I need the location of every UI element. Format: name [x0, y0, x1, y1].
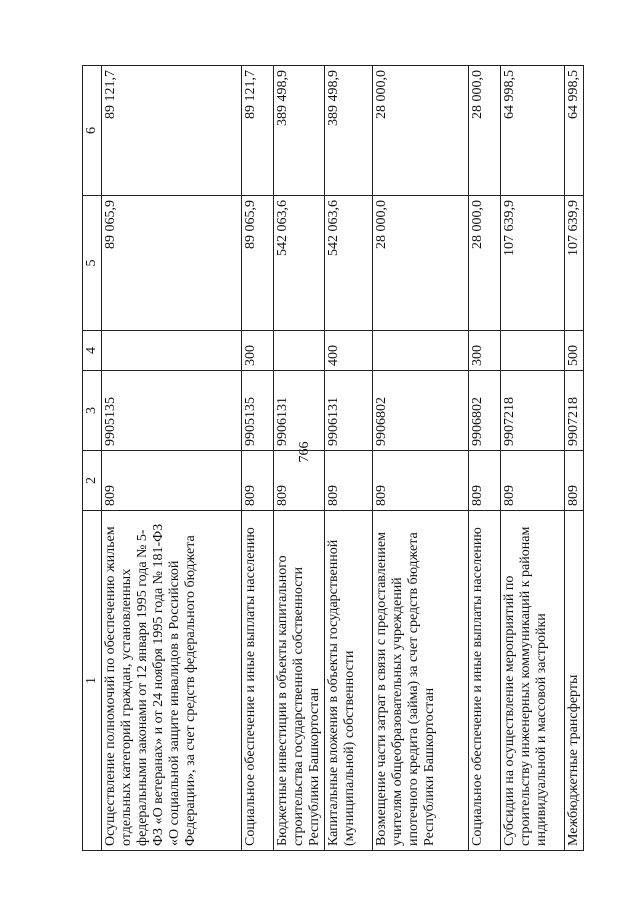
table-row — [565, 66, 584, 851]
row-target: 9907218 — [565, 371, 584, 451]
row-name: Субсидии на осуществление мероприятий по строительству инженерных коммуникаций к районам индивидуальной и массовой застройки — [501, 511, 565, 851]
row-sum6: 64 998,5 — [501, 66, 565, 196]
header-col-1: 1 — [83, 511, 102, 851]
row-sum5: 107 639,9 — [565, 196, 584, 331]
budget-table-rotated — [82, 66, 581, 851]
row-name: Возмещение части затрат в связи с предоставлением учителям общеобразовательных учреждений ипотечного кредита (займа) за счет средств бюджета Республики Башкортостан — [373, 511, 469, 851]
row-type: 300 — [469, 331, 501, 371]
header-col-5: 5 — [83, 196, 102, 331]
row-target: 9906802 — [373, 371, 469, 451]
row-sum6: 389 498,9 — [274, 66, 325, 196]
table-row — [501, 66, 565, 851]
row-sum5: 28 000,0 — [469, 196, 501, 331]
row-target: 9906802 — [469, 371, 501, 451]
header-row — [83, 66, 102, 851]
header-col-3: 3 — [83, 371, 102, 451]
row-sum5: 89 065,9 — [242, 196, 274, 331]
row-name: Капитальные вложения в объекты государственной (муниципальной) собственности — [325, 511, 373, 851]
table-row — [373, 66, 469, 851]
row-ministry: 809 — [242, 451, 274, 511]
row-ministry: 809 — [469, 451, 501, 511]
row-sum6: 89 121,7 — [242, 66, 274, 196]
row-type — [501, 331, 565, 371]
header-col-2: 2 — [83, 451, 102, 511]
row-sum6: 64 998,5 — [565, 66, 584, 196]
row-sum5: 542 063,6 — [325, 196, 373, 331]
row-ministry: 809 — [565, 451, 584, 511]
row-sum6: 389 498,9 — [325, 66, 373, 196]
row-type — [102, 331, 242, 371]
row-ministry: 809 — [501, 451, 565, 511]
row-sum6: 28 000,0 — [373, 66, 469, 196]
row-type — [274, 331, 325, 371]
row-type: 300 — [242, 331, 274, 371]
budget-table — [82, 65, 584, 851]
table-row — [242, 66, 274, 851]
table-row — [274, 66, 325, 851]
row-target: 9905135 — [242, 371, 274, 451]
row-ministry: 809 — [325, 451, 373, 511]
row-name: Бюджетные инвестиции в объекты капитального строительства государственной собственности Республики Башкортостан — [274, 511, 325, 851]
header-col-6: 6 — [83, 66, 102, 196]
row-target: 9905135 — [102, 371, 242, 451]
row-sum6: 89 121,7 — [102, 66, 242, 196]
table-row — [325, 66, 373, 851]
row-name: Социальное обеспечение и иные выплаты населению — [242, 511, 274, 851]
row-sum5: 28 000,0 — [373, 196, 469, 331]
row-type: 500 — [565, 331, 584, 371]
row-ministry: 809 — [274, 451, 325, 511]
row-name: Социальное обеспечение и иные выплаты населению — [469, 511, 501, 851]
row-name: Осуществление полномочий по обеспечению жильем отдельных категорий граждан, установленных федеральными законами от 12 января 1995 года № 5-ФЗ «О ветеранах» и от 24 ноября 1995 года № 181-ФЗ «О социальной защите инвалидов в Российской Федерации», за счет средств федерального бюджета — [102, 511, 242, 851]
page-number: 766 — [297, 441, 312, 463]
row-name: Межбюджетные трансферты — [565, 511, 584, 851]
row-sum5: 107 639,9 — [501, 196, 565, 331]
row-ministry: 809 — [373, 451, 469, 511]
row-type: 400 — [325, 331, 373, 371]
row-ministry: 809 — [102, 451, 242, 511]
header-col-4: 4 — [83, 331, 102, 371]
row-target: 9906131 — [274, 371, 325, 451]
table-row — [469, 66, 501, 851]
row-sum5: 542 063,6 — [274, 196, 325, 331]
row-target: 9906131 — [325, 371, 373, 451]
row-target: 9907218 — [501, 371, 565, 451]
row-sum6: 28 000,0 — [469, 66, 501, 196]
row-sum5: 89 065,9 — [102, 196, 242, 331]
table-row — [102, 66, 242, 851]
row-type — [373, 331, 469, 371]
